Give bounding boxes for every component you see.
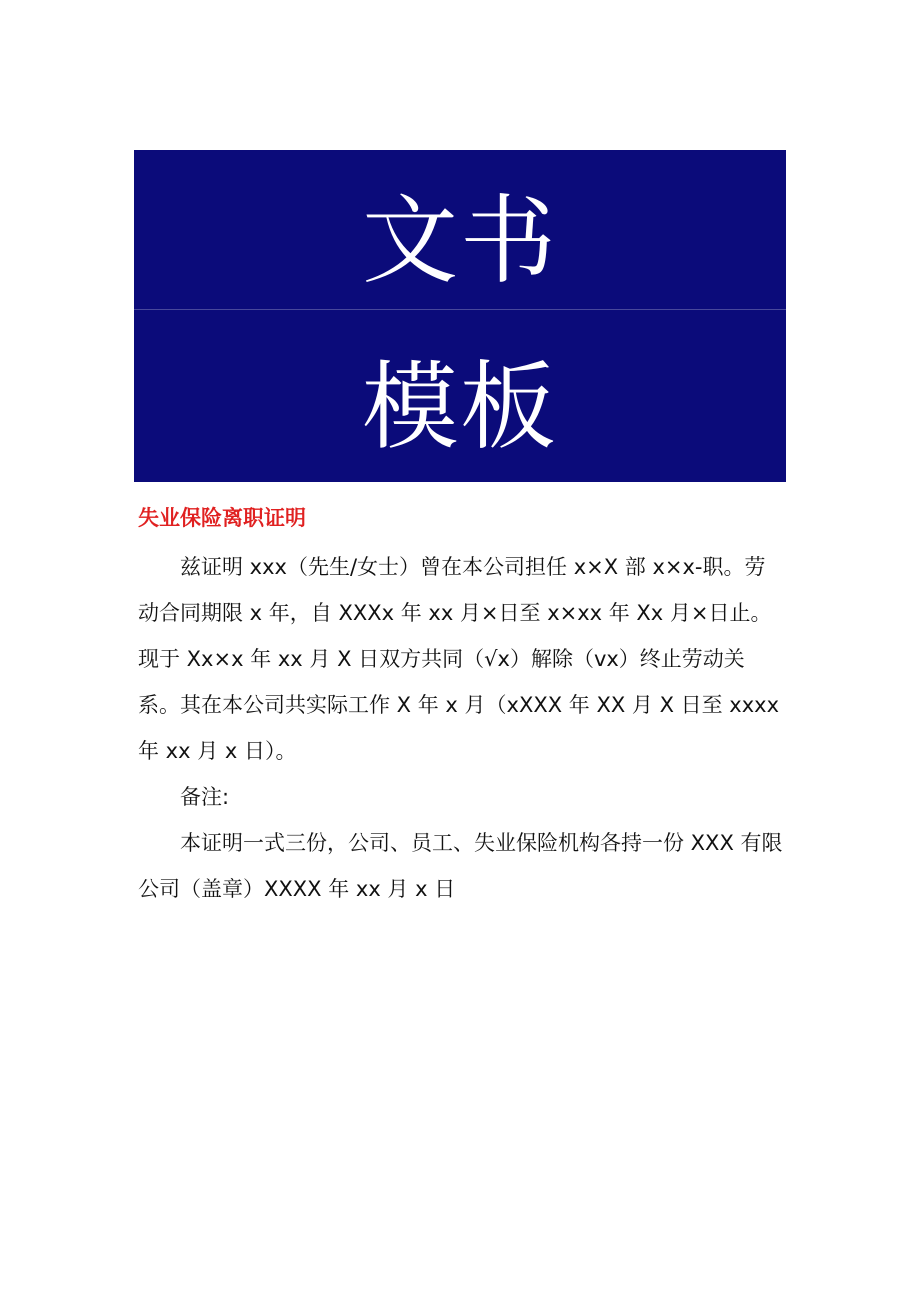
certificate-paragraph: 兹证明 xxx（先生/女士）曾在本公司担任 x×X 部 x×x-职。劳动合同期限 x 年，自 XXXx 年 xx 月×日至 x×xx 年 Xx 月×日止。现于 Xx×x 年 xx 月 X 日双方共同（√x）解除（vx）终止劳动关系。其在本公司共实际工作 X 年 x 月（xXXX 年 XX 月 X 日至 xxxx 年 xx 月 x 日）。 [138,555,780,763]
banner-title-line2: 模板 [362,350,558,463]
template-banner [134,150,786,482]
banner-title-line1: 文书 [362,184,558,297]
banner-divider [134,309,786,310]
signature-paragraph: 本证明一式三份，公司、员工、失业保险机构各持一份 XXX 有限公司（盖章）XXXX 年 xx 月 x 日 [138,831,783,901]
note-label: 备注: [180,785,230,809]
document-title: 失业保险离职证明 [138,506,306,530]
document-body [138,544,786,912]
